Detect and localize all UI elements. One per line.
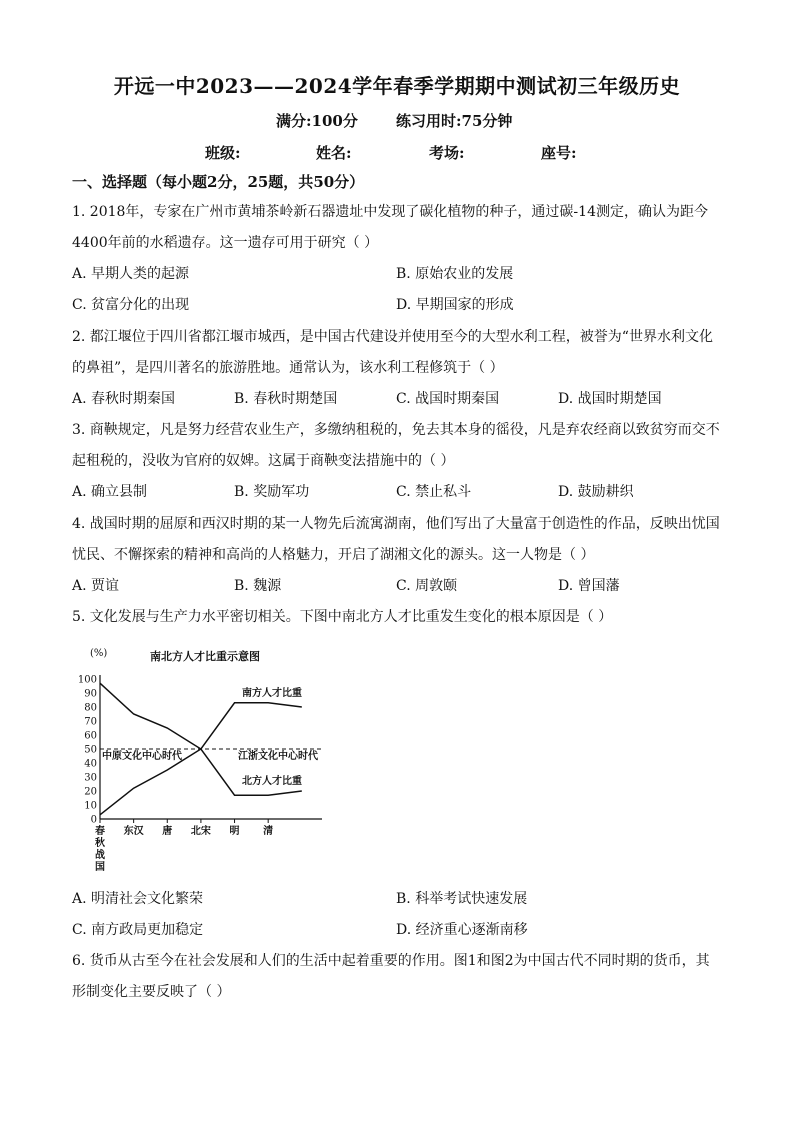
q1-option-a[interactable]: A. 早期人类的起源 xyxy=(72,266,190,282)
chart-title: 南北方人才比重示意图 xyxy=(150,650,260,663)
class-field: 班级: xyxy=(205,144,241,162)
q4-option-d[interactable]: D. 曾国藩 xyxy=(558,578,620,594)
y-tick-label: 90 xyxy=(84,688,97,700)
x-tick-label: 战 xyxy=(95,850,105,861)
q1-option-d[interactable]: D. 早期国家的形成 xyxy=(396,297,514,313)
question-2-line-2: 的鼻祖”，是四川著名的旅游胜地。通常认为，该水利工程修筑于（ ） xyxy=(72,360,504,376)
q5-option-a[interactable]: A. 明清社会文化繁荣 xyxy=(72,891,204,907)
north-series-label: 北方人才比重 xyxy=(242,776,302,787)
total-score: 满分:100分 xyxy=(276,112,358,130)
x-tick-label: 唐 xyxy=(162,826,173,837)
question-1-line-2: 4400年前的水稻遗存。这一遗存可用于研究（ ） xyxy=(72,235,379,251)
q2-option-c[interactable]: C. 战国时期秦国 xyxy=(396,391,500,407)
exam-room-field: 考场: xyxy=(429,144,465,162)
question-2-line-1: 2. 都江堰位于四川省都江堰市城西，是中国古代建设并使用至今的大型水利工程，被誉为“世界水利文化 xyxy=(72,329,713,345)
y-tick-label: 100 xyxy=(77,674,97,686)
q5-option-c[interactable]: C. 南方政局更加稳定 xyxy=(72,922,204,938)
x-tick-label: 东汉 xyxy=(123,826,144,837)
y-tick-label: 20 xyxy=(84,786,97,798)
south-series-label: 南方人才比重 xyxy=(242,687,302,699)
y-tick-label: 80 xyxy=(84,702,97,714)
y-tick-label: 10 xyxy=(84,800,97,812)
q2-option-a[interactable]: A. 春秋时期秦国 xyxy=(72,391,176,407)
y-tick-label: 30 xyxy=(84,772,97,784)
question-6-line-1: 6. 货币从古至今在社会发展和人们的生活中起着重要的作用。图1和图2为中国古代不同时期的货币，其 xyxy=(72,953,710,969)
question-4-line-1: 4. 战国时期的屈原和西汉时期的某一人物先后流寓湖南，他们写出了大量富于创造性的作品，反映出忧国 xyxy=(72,516,720,532)
y-tick-label: 50 xyxy=(84,744,97,756)
central-plains-era-label: 中原文化中心时代 xyxy=(102,750,182,762)
x-tick-label: 春 xyxy=(95,826,105,837)
q3-option-b[interactable]: B. 奖励军功 xyxy=(234,484,310,500)
question-3-line-1: 3. 商鞅规定，凡是努力经营农业生产，多缴纳租税的，免去其本身的徭役，凡是弃农经商以致贫穷而交不 xyxy=(72,422,720,438)
x-tick-label: 明 xyxy=(229,826,240,837)
x-tick-label: 国 xyxy=(95,862,105,873)
name-field: 姓名: xyxy=(316,144,352,162)
time-limit: 练习用时:75分钟 xyxy=(396,112,513,130)
y-tick-label: 40 xyxy=(84,758,97,770)
q1-option-b[interactable]: B. 原始农业的发展 xyxy=(396,266,514,282)
q3-option-c[interactable]: C. 禁止私斗 xyxy=(396,484,472,500)
y-tick-label: 60 xyxy=(84,730,97,742)
talent-ratio-chart xyxy=(77,642,344,874)
question-5-line-1: 5. 文化发展与生产力水平密切相关。下图中南北方人才比重发生变化的根本原因是（ ） xyxy=(72,609,613,625)
q4-option-b[interactable]: B. 魏源 xyxy=(234,578,282,594)
q3-option-d[interactable]: D. 鼓励耕织 xyxy=(558,484,634,500)
q2-option-d[interactable]: D. 战国时期楚国 xyxy=(558,391,662,407)
y-tick-label: 0 xyxy=(90,814,97,826)
section-title: 一、选择题（每小题2分，25题，共50分） xyxy=(72,173,365,191)
x-tick-label: 清 xyxy=(263,826,274,837)
question-4-line-2: 忧民、不懈探索的精神和高尚的人格魅力，开启了湖湘文化的源头。这一人物是（ ） xyxy=(72,547,595,563)
y-axis-unit: (%) xyxy=(90,648,108,659)
page-title: 开远一中2023——2024学年春季学期期中测试初三年级历史 xyxy=(113,74,681,98)
q2-option-b[interactable]: B. 春秋时期楚国 xyxy=(234,391,338,407)
question-6-line-2: 形制变化主要反映了（ ） xyxy=(72,984,231,1000)
x-tick-label: 秋 xyxy=(95,838,105,849)
jiangzhe-era-label: 江浙文化中心时代 xyxy=(238,750,318,762)
seat-number-field: 座号: xyxy=(541,144,577,162)
question-1-line-1: 1. 2018年，专家在广州市黄埔茶岭新石器遗址中发现了碳化植物的种子，通过碳-14测定，确认为距今 xyxy=(72,204,708,220)
q4-option-a[interactable]: A. 贾谊 xyxy=(72,578,120,594)
q3-option-a[interactable]: A. 确立县制 xyxy=(72,484,148,500)
q1-option-c[interactable]: C. 贫富分化的出现 xyxy=(72,297,190,313)
x-tick-label: 北宋 xyxy=(190,826,211,837)
q5-option-b[interactable]: B. 科举考试快速发展 xyxy=(396,891,528,907)
q5-option-d[interactable]: D. 经济重心逐渐南移 xyxy=(396,922,528,938)
y-tick-label: 70 xyxy=(84,716,97,728)
question-3-line-2: 起租税的，没收为官府的奴婢。这属于商鞅变法措施中的（ ） xyxy=(72,453,455,469)
q4-option-c[interactable]: C. 周敦颐 xyxy=(396,578,458,594)
